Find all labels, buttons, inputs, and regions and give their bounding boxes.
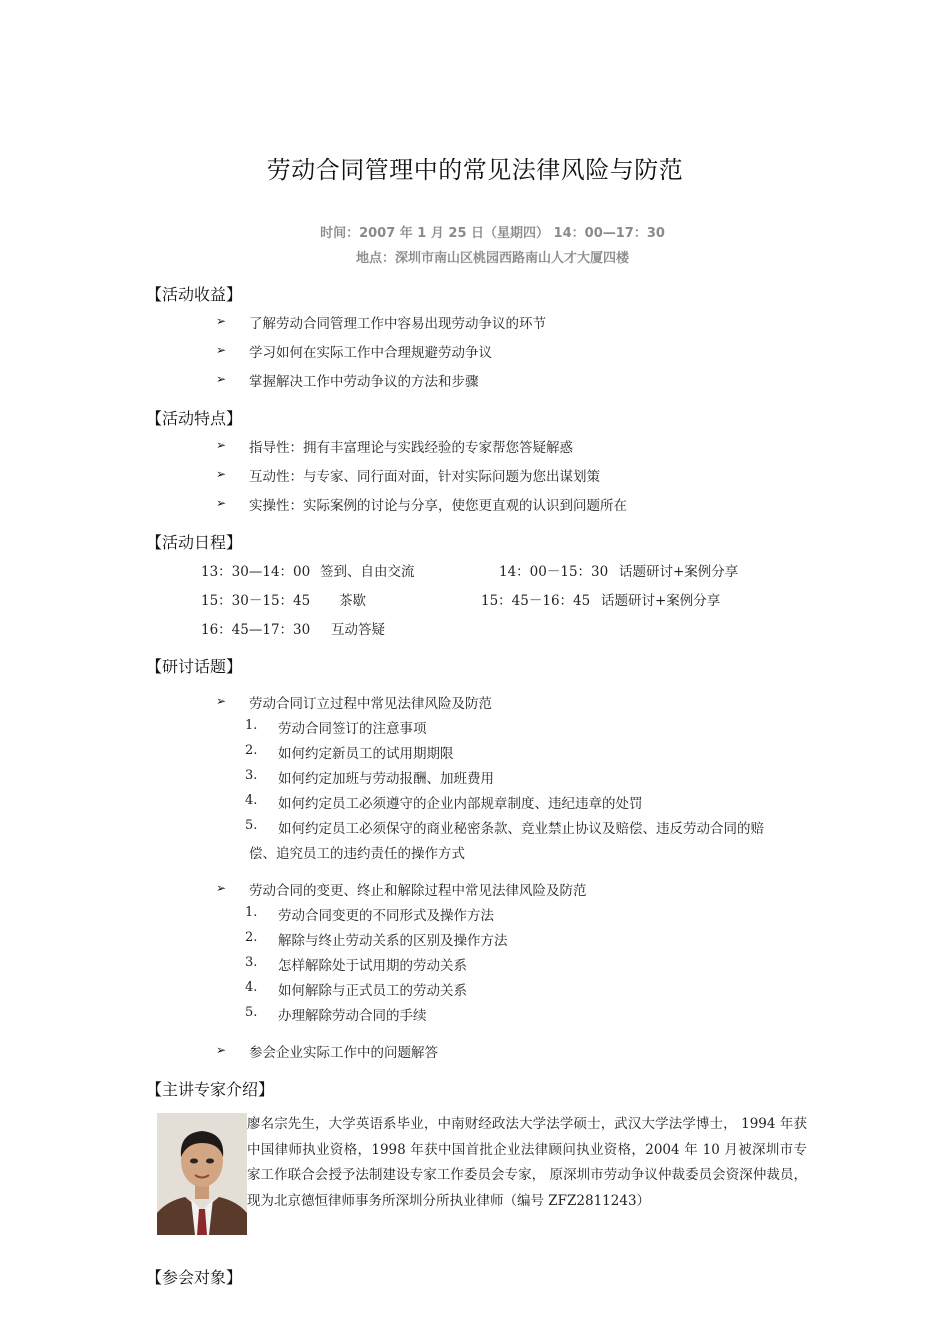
expert-bio: 廖名宗先生，大学英语系毕业，中南财经政法大学法学硕士，武汉大学法学博士， 1994 年获中国律师执业资格，1998 年获中国首批企业法律顾问执业资格，2004 年 10 月被深圳市专家工作联合会授予法制建设专家工作委员会专家， 原深圳市劳动争议仲裁委员会资深仲裁员，现为北京德恒律师事务所深圳分所执业律师（编号 ZFZ2811243） [247,1116,807,1209]
benefit-item: 了解劳动合同管理工作中容易出现劳动争议的环节 [249,316,546,332]
schedule-time: 15：45－16：45 [481,593,591,609]
benefit-item: 掌握解决工作中劳动争议的方法和步骤 [249,374,479,390]
expert-photo [157,1113,247,1235]
topic-group-title: 劳动合同订立过程中常见法律风险及防范 [249,696,492,712]
topic-item: 怎样解除处于试用期的劳动关系 [278,958,467,974]
feature-item: 互动性：与专家、同行面对面，针对实际问题为您出谋划策 [249,469,600,485]
event-time: 时间：2007 年 1 月 25 日（星期四） 14：00—17：30 [320,226,665,241]
topic-item: 如何解除与正式员工的劳动关系 [278,983,467,999]
bullet-arrow-icon: ➢ [216,1043,227,1057]
topic-item: 解除与终止劳动关系的区别及操作方法 [278,933,508,949]
topic-item-continuation: 偿、追究员工的违约责任的操作方式 [249,846,465,862]
topic-item: 办理解除劳动合同的手续 [278,1008,427,1024]
topic-item: 如何约定新员工的试用期期限 [278,746,454,762]
item-number: 2. [245,930,258,945]
topic-group-title: 参会企业实际工作中的问题解答 [249,1045,438,1061]
item-number: 1. [245,718,258,733]
item-number: 2. [245,743,258,758]
item-number: 3. [245,955,258,970]
portrait-illustration [157,1113,247,1235]
item-number: 5. [245,1005,258,1020]
schedule-time: 15：30－15：45 [201,593,311,609]
feature-item: 指导性：拥有丰富理论与实践经验的专家帮您答疑解惑 [249,440,573,456]
document-title: 劳动合同管理中的常见法律风险与防范 [266,156,684,184]
bullet-arrow-icon: ➢ [216,496,227,510]
item-number: 1. [245,905,258,920]
bullet-arrow-icon: ➢ [216,372,227,386]
schedule-activity: 话题研讨+案例分享 [619,564,739,580]
schedule-activity: 茶歇 [339,593,366,609]
topic-group-title: 劳动合同的变更、终止和解除过程中常见法律风险及防范 [249,883,587,899]
schedule-activity: 签到、自由交流 [320,564,415,580]
feature-item: 实操性：实际案例的讨论与分享，使您更直观的认识到问题所在 [249,498,627,514]
bullet-arrow-icon: ➢ [216,343,227,357]
schedule-time: 16：45—17：30 [201,622,311,638]
topic-item: 如何约定员工必须保守的商业秘密条款、竞业禁止协议及赔偿、违反劳动合同的赔 [278,821,764,837]
bullet-arrow-icon: ➢ [216,881,227,895]
benefit-item: 学习如何在实际工作中合理规避劳动争议 [249,345,492,361]
section-heading-audience: 【参会对象】 [146,1268,243,1287]
section-heading-expert: 【主讲专家介绍】 [146,1080,275,1099]
schedule-time: 13：30—14：00 [201,564,311,580]
topic-item: 劳动合同变更的不同形式及操作方法 [278,908,494,924]
topic-item: 如何约定加班与劳动报酬、加班费用 [278,771,494,787]
topic-item: 如何约定员工必须遵守的企业内部规章制度、违纪违章的处罚 [278,796,643,812]
section-heading-topics: 【研讨话题】 [146,657,243,676]
schedule-activity: 话题研讨+案例分享 [601,593,721,609]
event-location: 地点：深圳市南山区桃园西路南山人才大厦四楼 [355,251,629,266]
item-number: 4. [245,980,258,995]
section-heading-features: 【活动特点】 [146,409,243,428]
bullet-arrow-icon: ➢ [216,694,227,708]
section-heading-schedule: 【活动日程】 [146,533,243,552]
item-number: 3. [245,768,258,783]
bullet-arrow-icon: ➢ [216,438,227,452]
item-number: 5. [245,818,258,833]
section-heading-benefits: 【活动收益】 [146,285,243,304]
schedule-activity: 互动答疑 [331,622,385,638]
bullet-arrow-icon: ➢ [216,314,227,328]
schedule-time: 14：00－15：30 [499,564,609,580]
bullet-arrow-icon: ➢ [216,467,227,481]
item-number: 4. [245,793,258,808]
topic-item: 劳动合同签订的注意事项 [278,721,427,737]
